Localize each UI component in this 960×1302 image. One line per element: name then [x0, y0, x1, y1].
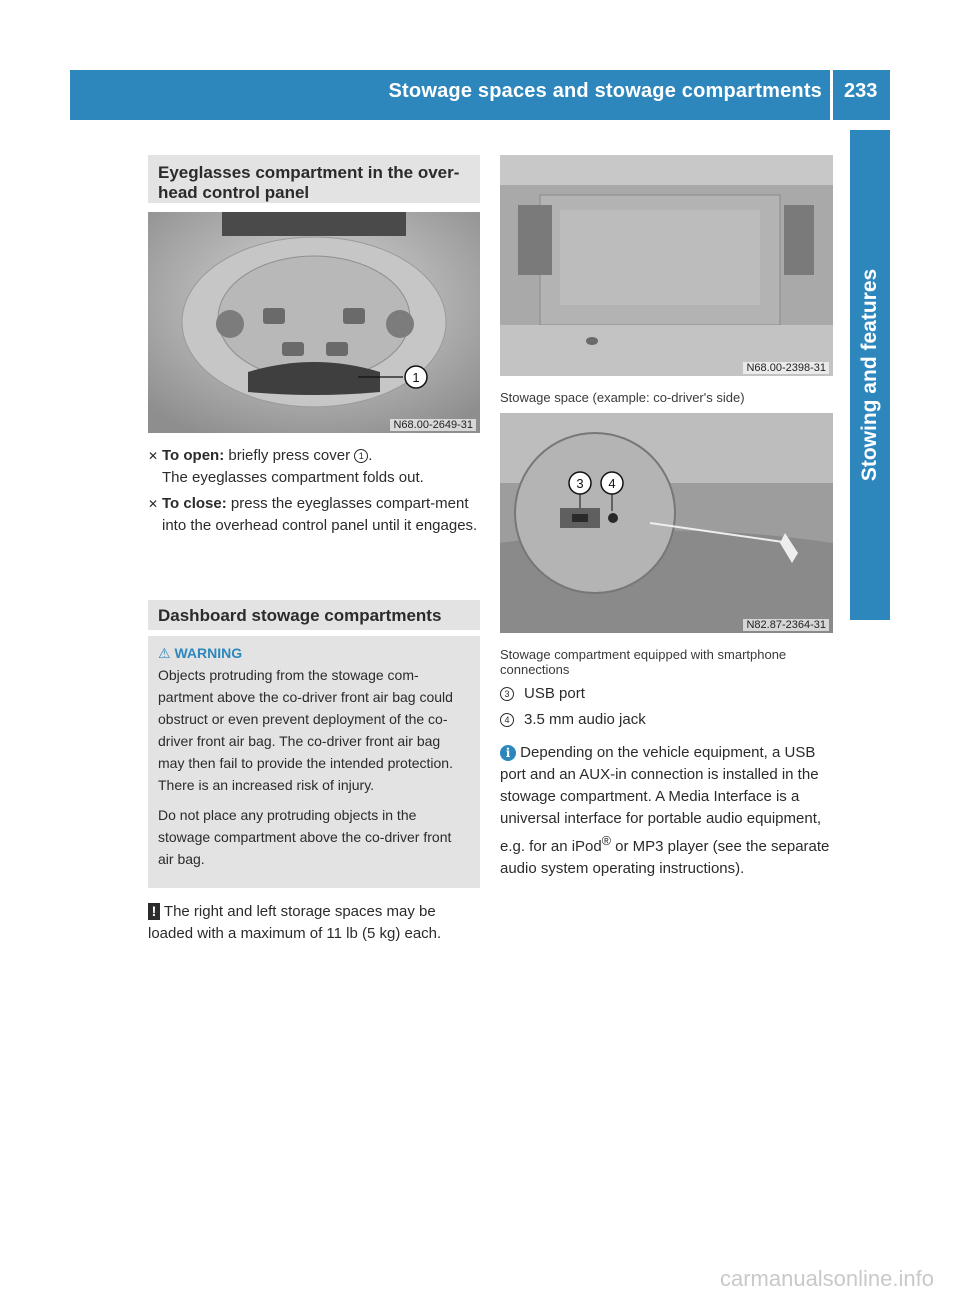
- caption-glovebox: Stowage space (example: co-driver's side): [500, 390, 745, 405]
- warning-text: Objects protruding from the stowage com-partment above the co-driver front air bag could obstruct or even prevent deployment of the co-driver front air bag. The co-driver front air bag may then fail to provide the intended protection. There is an increased risk of injury.: [158, 667, 453, 793]
- info-text: Depending on the vehicle equipment, a USB port and an AUX-in connection is installed in the stowage compartment. A Media Interface is a universal interface for portable audio equipment, e.g. for an iPod: [500, 744, 822, 855]
- callout-1: 1: [412, 370, 420, 385]
- photo-code: N68.00-2649-31: [390, 419, 476, 431]
- registered-mark: ®: [601, 834, 611, 848]
- photo-code: N68.00-2398-31: [743, 362, 829, 374]
- step-arrow-icon: ✕: [148, 497, 159, 511]
- step-open: [148, 445, 480, 489]
- info-icon: i: [500, 745, 516, 761]
- chapter-tab-label: Stowing and features: [858, 268, 881, 482]
- step-label: To open:: [162, 447, 225, 464]
- footer-watermark: carmanualsonline.info: [719, 1266, 934, 1291]
- step-end: .: [368, 447, 373, 464]
- legend-label: USB port: [524, 685, 585, 702]
- note-loading: [148, 901, 480, 945]
- step-result: The eyeglasses compartment folds out.: [162, 469, 424, 486]
- chapter-tab: [850, 130, 890, 620]
- legend-usb: [500, 683, 585, 705]
- warning-triangle-icon: ⚠: [158, 645, 175, 661]
- info-text-end: or MP3 player (see the separate audio system operating instructions).: [500, 838, 830, 877]
- smartphone-connections-photo: [500, 413, 833, 633]
- header-divider: [830, 70, 833, 120]
- step-label: To close:: [162, 495, 227, 512]
- legend-audio-jack: [500, 709, 646, 731]
- glovebox-photo: [500, 155, 833, 376]
- ref-3-icon: 3: [500, 687, 514, 701]
- photo-code: N82.87-2364-31: [743, 619, 829, 631]
- step-close: [148, 493, 480, 537]
- ref-1-icon: 1: [354, 449, 368, 463]
- exclamation-icon: !: [148, 903, 160, 920]
- callout-4: 4: [608, 476, 616, 491]
- step-text: press the eyeglasses compart-ment into the overhead control panel until it engages.: [162, 495, 478, 534]
- section-heading-eyeglasses: Eyeglasses compartment in the over-head control panel: [148, 155, 480, 203]
- info-note: [500, 742, 833, 880]
- caption-smartphone: Stowage compartment equipped with smartphone connections: [500, 647, 787, 677]
- warning-title: ⚠ WARNING: [158, 645, 243, 661]
- warning-instruction: Do not place any protruding objects in the stowage compartment above the co-driver front air bag.: [158, 807, 452, 867]
- note-text: The right and left storage spaces may be loaded with a maximum of 11 lb (5 kg) each.: [148, 903, 442, 942]
- page-number: 233: [844, 80, 878, 102]
- overhead-panel-photo: [148, 212, 480, 433]
- legend-label: 3.5 mm audio jack: [524, 711, 646, 728]
- running-title: Stowage spaces and stowage compartments: [388, 80, 822, 102]
- ref-4-icon: 4: [500, 713, 514, 727]
- step-arrow-icon: ✕: [148, 449, 159, 463]
- callout-3: 3: [576, 476, 584, 491]
- step-text: briefly press cover: [228, 447, 355, 464]
- section-heading-dashboard: Dashboard stowage compartments: [148, 600, 480, 630]
- warning-box: [148, 636, 480, 888]
